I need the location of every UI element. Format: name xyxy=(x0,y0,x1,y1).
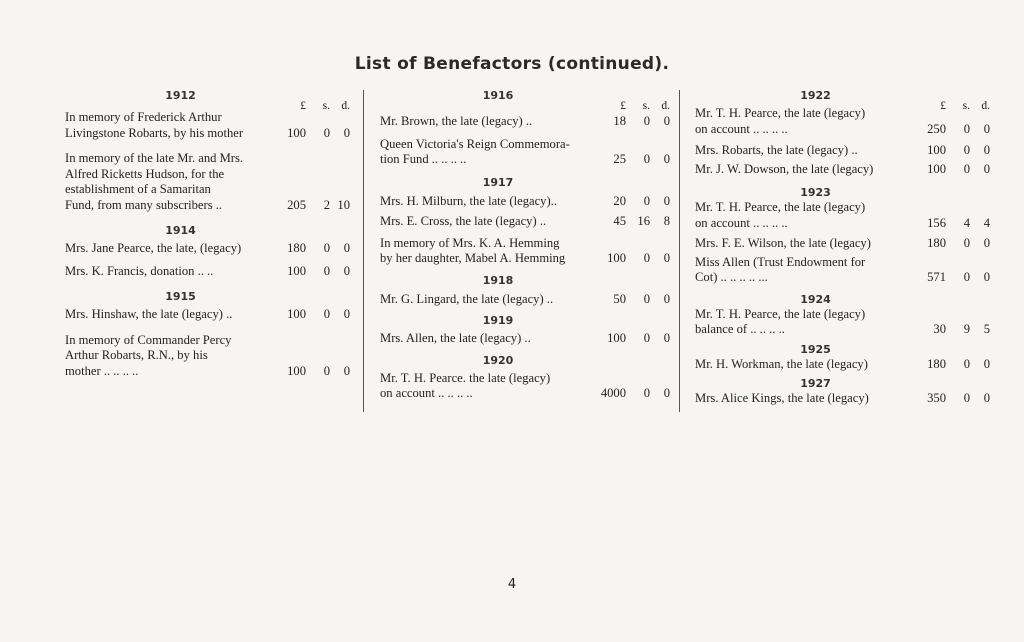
entry-line: Mr. T. H. Pearce, the late (legacy) xyxy=(695,106,866,120)
amount-pence: 0 xyxy=(983,161,990,176)
entry-line: by her daughter, Mabel A. Hemming xyxy=(380,251,566,265)
entry-line: Mrs. Alice Kings, the late (legacy) xyxy=(695,391,869,405)
benefactors-column-1 xyxy=(65,88,350,379)
year-heading: 1927 xyxy=(800,377,831,390)
amount-pounds: 250 xyxy=(927,121,946,136)
entry-line: Mrs. Hinshaw, the late (legacy) .. xyxy=(65,307,233,321)
page-number: 4 xyxy=(507,577,517,592)
entry-line: on account .. .. .. .. xyxy=(695,215,788,230)
amount-pence: 0 xyxy=(663,251,670,265)
amount-pounds: 4000 xyxy=(600,386,626,400)
entry-line: Arthur Robarts, R.N., by his xyxy=(65,348,208,362)
amount-pence: 0 xyxy=(983,143,990,157)
benefactor-entry xyxy=(695,255,990,286)
amount-pounds: 100 xyxy=(927,161,946,176)
entry-line: In memory of Mrs. K. A. Hemming xyxy=(380,235,560,250)
benefactor-entry xyxy=(380,331,670,347)
shillings-header: s. xyxy=(642,100,650,112)
amount-shillings: 0 xyxy=(963,161,970,176)
amount-pence: 0 xyxy=(983,236,990,250)
amount-pence: 10 xyxy=(337,197,350,212)
amount-pounds: 100 xyxy=(607,251,626,265)
year-heading: 1919 xyxy=(482,314,514,327)
amount-pence: 0 xyxy=(663,152,670,166)
amount-shillings: 0 xyxy=(963,143,970,157)
amount-pence: 0 xyxy=(663,291,670,306)
amount-pounds: 180 xyxy=(287,241,306,255)
amount-shillings: 0 xyxy=(643,152,650,166)
amount-pounds: 180 xyxy=(927,356,946,371)
amount-pounds: 100 xyxy=(287,363,306,378)
amount-pounds: 100 xyxy=(287,307,306,321)
benefactor-entry xyxy=(380,292,670,308)
entry-line: Mr. H. Workman, the late (legacy) xyxy=(695,356,868,371)
amount-pounds: 180 xyxy=(927,236,946,250)
amount-shillings: 16 xyxy=(637,214,650,228)
entry-line: Mrs. K. Francis, donation .. .. xyxy=(65,263,214,278)
benefactor-entry xyxy=(65,307,350,323)
currency-header xyxy=(65,99,350,110)
currency-header xyxy=(380,99,670,110)
amount-shillings: 9 xyxy=(963,322,970,336)
benefactor-entry xyxy=(65,110,350,141)
amount-shillings: 0 xyxy=(323,363,330,378)
amount-shillings: 0 xyxy=(643,331,650,345)
benefactor-entry xyxy=(695,391,990,407)
amount-shillings: 0 xyxy=(643,251,650,265)
page-title: List of Benefactors (continued). xyxy=(354,54,670,74)
entry-line: Alfred Ricketts Hudson, for the xyxy=(65,166,225,181)
year-heading: 1923 xyxy=(800,186,831,199)
column-divider xyxy=(363,90,364,412)
entry-line: on account .. .. .. .. xyxy=(380,386,473,400)
amount-pence: 0 xyxy=(343,241,350,255)
entry-line: Miss Allen (Trust Endowment for xyxy=(695,254,866,269)
benefactor-entry xyxy=(380,114,670,130)
amount-pounds: 571 xyxy=(927,270,946,284)
benefactor-entry xyxy=(65,264,350,280)
amount-pence: 0 xyxy=(343,125,350,140)
amount-pounds: 100 xyxy=(927,143,946,157)
amount-shillings: 0 xyxy=(643,193,650,208)
entry-line: In memory of Commander Percy xyxy=(65,332,232,347)
amount-shillings: 0 xyxy=(963,356,970,371)
benefactor-entry xyxy=(695,357,990,373)
amount-pounds: 50 xyxy=(613,291,626,306)
entry-line: on account .. .. .. .. xyxy=(695,121,788,136)
amount-pence: 0 xyxy=(663,331,670,345)
year-heading: 1915 xyxy=(165,290,196,303)
amount-pence: 0 xyxy=(663,193,670,208)
pence-header: d. xyxy=(981,100,990,112)
benefactor-entry xyxy=(695,307,990,338)
amount-pence: 0 xyxy=(983,121,990,136)
amount-shillings: 0 xyxy=(963,270,970,284)
entry-line: Mrs. F. E. Wilson, the late (legacy) xyxy=(695,236,871,250)
entry-line: In memory of the late Mr. and Mrs. xyxy=(65,151,244,165)
pounds-header: £ xyxy=(620,100,626,112)
year-heading: 1914 xyxy=(165,224,196,237)
benefactor-entry xyxy=(695,200,990,231)
entry-line: Cot) .. .. .. .. ... xyxy=(695,270,768,284)
pence-header: d. xyxy=(661,100,670,112)
benefactors-column-2 xyxy=(380,88,670,402)
amount-shillings: 0 xyxy=(963,391,970,405)
entry-line: Mrs. Robarts, the late (legacy) .. xyxy=(695,143,858,157)
benefactor-entry xyxy=(695,143,990,159)
entry-line: mother .. .. .. .. xyxy=(65,363,139,378)
benefactor-entry xyxy=(380,214,670,230)
amount-shillings: 0 xyxy=(963,121,970,136)
benefactor-entry xyxy=(380,236,670,267)
amount-pounds: 100 xyxy=(287,263,306,278)
amount-shillings: 0 xyxy=(323,125,330,140)
year-heading: 1924 xyxy=(800,292,831,306)
amount-shillings: 0 xyxy=(323,307,330,321)
amount-pence: 0 xyxy=(983,270,990,284)
amount-pounds: 45 xyxy=(613,214,626,228)
amount-pence: 0 xyxy=(343,363,350,378)
year-heading: 1920 xyxy=(482,353,514,367)
amount-pounds: 25 xyxy=(613,152,626,166)
entry-line: tion Fund .. .. .. .. xyxy=(380,152,467,166)
year-heading: 1912 xyxy=(165,89,196,102)
entry-line: In memory of Frederick Arthur xyxy=(65,110,222,124)
pounds-header: £ xyxy=(940,100,946,112)
entry-line: Mr. G. Lingard, the late (legacy) .. xyxy=(380,291,554,306)
amount-pence: 0 xyxy=(663,114,670,128)
entry-line: Mr. T. H. Pearce, the late (legacy) xyxy=(695,306,866,321)
amount-pence: 0 xyxy=(663,386,670,400)
entry-line: Mrs. Allen, the late (legacy) .. xyxy=(380,331,531,345)
pounds-header: £ xyxy=(300,100,306,112)
amount-pence: 0 xyxy=(983,356,990,371)
benefactor-entry xyxy=(65,241,350,257)
benefactor-entry xyxy=(695,162,990,178)
year-heading: 1922 xyxy=(800,89,831,102)
amount-pounds: 350 xyxy=(927,391,946,405)
amount-pounds: 30 xyxy=(933,322,946,336)
column-divider xyxy=(679,90,680,412)
entry-line: Mrs. Jane Pearce, the late, (legacy) xyxy=(65,241,242,255)
entry-line: Mrs. E. Cross, the late (legacy) .. xyxy=(380,214,547,228)
entry-line: Queen Victoria's Reign Commemora- xyxy=(380,136,570,151)
year-heading: 1917 xyxy=(482,175,514,189)
amount-shillings: 4 xyxy=(963,215,970,230)
amount-pounds: 20 xyxy=(613,193,626,208)
amount-pounds: 18 xyxy=(613,114,626,128)
amount-shillings: 0 xyxy=(643,114,650,128)
amount-shillings: 2 xyxy=(323,197,330,212)
amount-pounds: 100 xyxy=(287,125,306,140)
year-heading: 1918 xyxy=(482,273,514,287)
entry-line: Livingstone Robarts, by his mother xyxy=(65,125,244,140)
shillings-header: s. xyxy=(962,100,970,112)
entry-line: balance of .. .. .. .. xyxy=(695,322,785,336)
entry-line: Fund, from many subscribers .. xyxy=(65,197,223,212)
benefactor-entry xyxy=(380,137,670,168)
year-heading: 1916 xyxy=(482,89,514,102)
year-heading: 1925 xyxy=(800,342,831,356)
benefactor-entry xyxy=(380,194,670,210)
entry-line: Mr. Brown, the late (legacy) .. xyxy=(380,114,533,128)
amount-pence: 5 xyxy=(983,322,990,336)
amount-shillings: 0 xyxy=(643,291,650,306)
benefactors-column-3 xyxy=(695,88,990,407)
pence-header: d. xyxy=(341,100,350,112)
amount-pence: 0 xyxy=(983,391,990,405)
entry-line: Mr. J. W. Dowson, the late (legacy) xyxy=(695,161,874,176)
amount-pounds: 100 xyxy=(607,331,626,345)
amount-pounds: 156 xyxy=(927,215,946,230)
benefactor-entry xyxy=(695,236,990,252)
benefactor-entry xyxy=(65,151,350,213)
amount-pence: 0 xyxy=(343,307,350,321)
amount-shillings: 0 xyxy=(323,263,330,278)
amount-pounds: 205 xyxy=(287,197,306,212)
amount-pence: 4 xyxy=(983,215,990,230)
amount-shillings: 0 xyxy=(323,241,330,255)
benefactor-entry xyxy=(65,333,350,380)
amount-pence: 0 xyxy=(343,263,350,278)
amount-shillings: 0 xyxy=(963,236,970,250)
amount-shillings: 0 xyxy=(643,386,650,400)
entry-line: establishment of a Samaritan xyxy=(65,182,211,196)
benefactor-entry xyxy=(380,371,670,402)
entry-line: Mr. T. H. Pearce, the late (legacy) xyxy=(695,200,866,214)
shillings-header: s. xyxy=(322,100,330,112)
entry-line: Mrs. H. Milburn, the late (legacy).. xyxy=(380,193,557,208)
amount-pence: 8 xyxy=(663,214,670,228)
entry-line: Mr. T. H. Pearce. the late (legacy) xyxy=(380,370,551,385)
